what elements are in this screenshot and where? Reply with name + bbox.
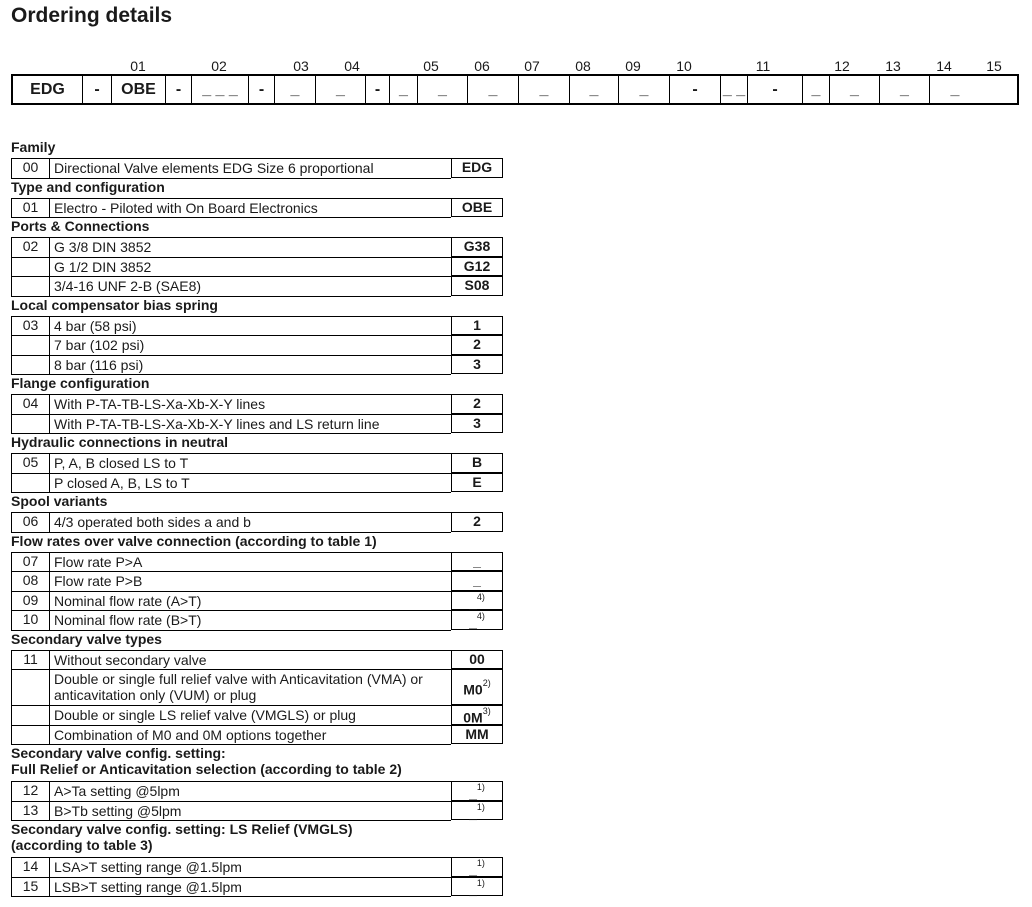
section-title: Local compensator bias spring bbox=[11, 296, 218, 313]
row-number bbox=[11, 705, 50, 725]
table-row bbox=[11, 198, 501, 218]
code-position-number: 07 bbox=[524, 58, 540, 74]
row-code: OBE bbox=[451, 198, 503, 218]
table-row bbox=[11, 610, 501, 630]
page-title: Ordering details bbox=[11, 4, 173, 27]
row-code: 3 bbox=[451, 355, 503, 375]
code-cell: _ bbox=[830, 76, 880, 103]
table-row bbox=[11, 316, 501, 336]
code-position-number: 10 bbox=[676, 58, 692, 74]
row-number: 04 bbox=[11, 394, 50, 414]
code-position-number: 05 bbox=[423, 58, 439, 74]
code-separator: - bbox=[83, 76, 112, 103]
code-cell: _ bbox=[316, 76, 366, 103]
row-code: S08 bbox=[451, 276, 503, 296]
row-description: With P-TA-TB-LS-Xa-Xb-X-Y lines bbox=[54, 396, 266, 412]
row-description: LSA>T setting range @1.5lpm bbox=[54, 859, 242, 875]
row-code: $0M^{3)}$ bbox=[451, 705, 503, 725]
table-row bbox=[11, 857, 501, 877]
row-description: Flow rate P>A bbox=[54, 553, 143, 570]
table-row bbox=[11, 257, 501, 277]
code-position-number: 13 bbox=[885, 58, 901, 74]
row-number: 15 bbox=[11, 877, 50, 897]
row-description: P closed A, B, LS to T bbox=[54, 474, 190, 491]
row-code: _$^{1)}$ bbox=[451, 801, 503, 821]
code-cell: _ bbox=[570, 76, 619, 103]
table-row bbox=[11, 705, 501, 725]
row-number bbox=[11, 276, 50, 296]
table-row bbox=[11, 394, 501, 414]
row-description: 3/4-16 UNF 2-B (SAE8) bbox=[54, 278, 202, 294]
row-code: G38 bbox=[451, 237, 503, 257]
row-number bbox=[11, 473, 50, 493]
row-code: M0$^{2)}$ bbox=[451, 669, 503, 705]
code-position-number: 01 bbox=[130, 58, 146, 74]
row-description: G 1/2 DIN 3852 bbox=[54, 258, 152, 275]
row-description: 4 bar (58 psi) bbox=[54, 317, 137, 334]
row-number bbox=[11, 335, 50, 355]
row-number bbox=[11, 414, 50, 434]
code-cell: _ bbox=[880, 76, 930, 103]
footnote-marker: 1) bbox=[476, 877, 485, 888]
table-row bbox=[11, 276, 501, 296]
code-cell: _ bbox=[468, 76, 519, 103]
code-separator: - bbox=[166, 76, 192, 103]
code-position-number: 06 bbox=[474, 58, 490, 74]
table-row bbox=[11, 801, 501, 821]
row-description: Without secondary valve bbox=[54, 651, 207, 668]
row-description: 4/3 operated both sides a and b bbox=[54, 514, 251, 530]
row-number: 00 bbox=[11, 158, 50, 178]
row-number: 06 bbox=[11, 512, 50, 532]
footnote-marker: 4) bbox=[476, 591, 485, 602]
row-code: _$^{1)}$ bbox=[451, 781, 503, 801]
code-cell: _ bbox=[418, 76, 468, 103]
ordering-code-strip bbox=[11, 74, 1019, 105]
footnote-marker: 1) bbox=[476, 801, 485, 812]
row-number: 14 bbox=[11, 857, 50, 877]
code-separator: - bbox=[748, 76, 803, 103]
code-cell: OBE bbox=[112, 76, 166, 103]
row-description: 7 bar (102 psi) bbox=[54, 337, 145, 353]
row-code: G12 bbox=[451, 257, 503, 277]
row-number: 05 bbox=[11, 453, 50, 473]
row-code: B bbox=[451, 453, 503, 473]
row-description: 8 bar (116 psi) bbox=[54, 356, 144, 373]
code-separator: - bbox=[366, 76, 390, 103]
code-separator: - bbox=[670, 76, 721, 103]
row-description: Double or single full relief valve with Anticavitation (VMA) or anticavitation only (VUM) or plug bbox=[54, 671, 423, 703]
footnote-marker: 1) bbox=[476, 858, 485, 868]
table-row bbox=[11, 158, 501, 178]
code-cell: _ bbox=[803, 76, 830, 103]
table-row bbox=[11, 725, 501, 745]
table-row bbox=[11, 473, 501, 493]
row-description: With P-TA-TB-LS-Xa-Xb-X-Y lines and LS return line bbox=[54, 415, 380, 432]
row-code: _ bbox=[451, 552, 503, 572]
row-description: G 3/8 DIN 3852 bbox=[54, 239, 152, 255]
table-row bbox=[11, 512, 501, 532]
row-number: 10 bbox=[11, 610, 50, 630]
row-description: Electro - Piloted with On Board Electronics bbox=[54, 199, 318, 216]
section-title: Type and configuration bbox=[11, 178, 165, 195]
row-code: _ bbox=[451, 571, 503, 591]
code-cell: EDG bbox=[13, 76, 83, 103]
row-description: A>Ta setting @5lpm bbox=[54, 783, 180, 799]
code-position-number: 03 bbox=[293, 58, 309, 74]
code-cell: _ bbox=[390, 76, 418, 103]
table-row bbox=[11, 335, 501, 355]
row-code: 2 bbox=[451, 512, 503, 532]
code-cell: _ bbox=[519, 76, 570, 103]
section-title: Ports & Connections bbox=[11, 218, 150, 234]
footnote-marker: 1) bbox=[476, 782, 485, 792]
table-row bbox=[11, 571, 501, 591]
row-description: Nominal flow rate (B>T) bbox=[54, 612, 202, 628]
code-separator: - bbox=[249, 76, 275, 103]
table-row bbox=[11, 453, 501, 473]
row-number bbox=[11, 257, 50, 277]
code-cell: _ _ _ bbox=[192, 76, 249, 103]
code-cell: _ _ bbox=[721, 76, 748, 103]
footnote-marker: 3) bbox=[482, 706, 491, 716]
row-code: _$^{1)}$ bbox=[451, 877, 503, 897]
section-title: Family bbox=[11, 139, 56, 155]
table-row bbox=[11, 669, 501, 705]
row-number: 13 bbox=[11, 801, 50, 821]
code-position-number: 14 bbox=[936, 58, 952, 74]
row-description: Directional Valve elements EDG Size 6 proportional bbox=[54, 160, 374, 176]
row-description: Nominal flow rate (A>T) bbox=[54, 592, 202, 609]
row-number: 01 bbox=[11, 198, 50, 218]
row-description: LSB>T setting range @1.5lpm bbox=[54, 878, 242, 895]
row-code: E bbox=[451, 473, 503, 493]
section-title: Secondary valve types bbox=[11, 630, 162, 647]
row-code: _$^{4)}$ bbox=[451, 610, 503, 630]
row-number bbox=[11, 355, 50, 375]
row-number: 11 bbox=[11, 650, 50, 670]
row-description: P, A, B closed LS to T bbox=[54, 455, 189, 471]
row-number: 12 bbox=[11, 781, 50, 801]
row-code: 1 bbox=[451, 316, 503, 336]
section-title: Secondary valve config. setting: Full Relief or Anticavitation selection (according to table 2) bbox=[11, 745, 402, 777]
row-description: Combination of M0 and 0M options together bbox=[54, 726, 327, 743]
section-title: Secondary valve config. setting: LS Relief (VMGLS) (according to table 3) bbox=[11, 821, 353, 853]
section-title: Hydraulic connections in neutral bbox=[11, 434, 229, 450]
row-number: 09 bbox=[11, 591, 50, 611]
code-position-number: 15 bbox=[986, 58, 1002, 74]
table-row bbox=[11, 414, 501, 434]
row-number: 02 bbox=[11, 237, 50, 257]
row-code: 3 bbox=[451, 414, 503, 434]
section-title: Spool variants bbox=[11, 493, 108, 509]
row-number: 03 bbox=[11, 316, 50, 336]
table-row bbox=[11, 237, 501, 257]
row-number bbox=[11, 725, 50, 745]
table-row bbox=[11, 591, 501, 611]
code-position-number: 02 bbox=[211, 58, 227, 74]
row-code: _$^{4)}$ bbox=[451, 591, 503, 611]
row-code: 00 bbox=[451, 650, 503, 670]
row-number bbox=[11, 669, 50, 705]
row-code: _$^{1)}$ bbox=[451, 857, 503, 877]
code-cell: _ bbox=[619, 76, 670, 103]
table-row bbox=[11, 650, 501, 670]
footnote-marker: 4) bbox=[476, 611, 485, 621]
row-description: B>Tb setting @5lpm bbox=[54, 802, 182, 819]
row-description: Double or single LS relief valve (VMGLS) or plug bbox=[54, 707, 356, 723]
table-row bbox=[11, 552, 501, 572]
code-position-number: 09 bbox=[625, 58, 641, 74]
footnote-marker: 2) bbox=[482, 678, 491, 688]
code-cell: _ bbox=[950, 81, 960, 98]
code-position-number: 12 bbox=[834, 58, 850, 74]
row-code: MM bbox=[451, 725, 503, 745]
code-cell: _ bbox=[275, 76, 316, 103]
table-row bbox=[11, 781, 501, 801]
code-position-number: 08 bbox=[575, 58, 591, 74]
table-row bbox=[11, 877, 501, 897]
section-title: Flow rates over valve connection (according to table 1) bbox=[11, 532, 377, 549]
section-title: Flange configuration bbox=[11, 375, 150, 391]
row-code: 2 bbox=[451, 335, 503, 355]
row-description: Flow rate P>B bbox=[54, 573, 143, 589]
row-code: 2 bbox=[451, 394, 503, 414]
table-row bbox=[11, 355, 501, 375]
row-number: 07 bbox=[11, 552, 50, 572]
row-number: 08 bbox=[11, 571, 50, 591]
code-position-number: 11 bbox=[755, 58, 771, 74]
code-position-number: 04 bbox=[344, 58, 360, 74]
row-code: EDG bbox=[451, 158, 503, 178]
